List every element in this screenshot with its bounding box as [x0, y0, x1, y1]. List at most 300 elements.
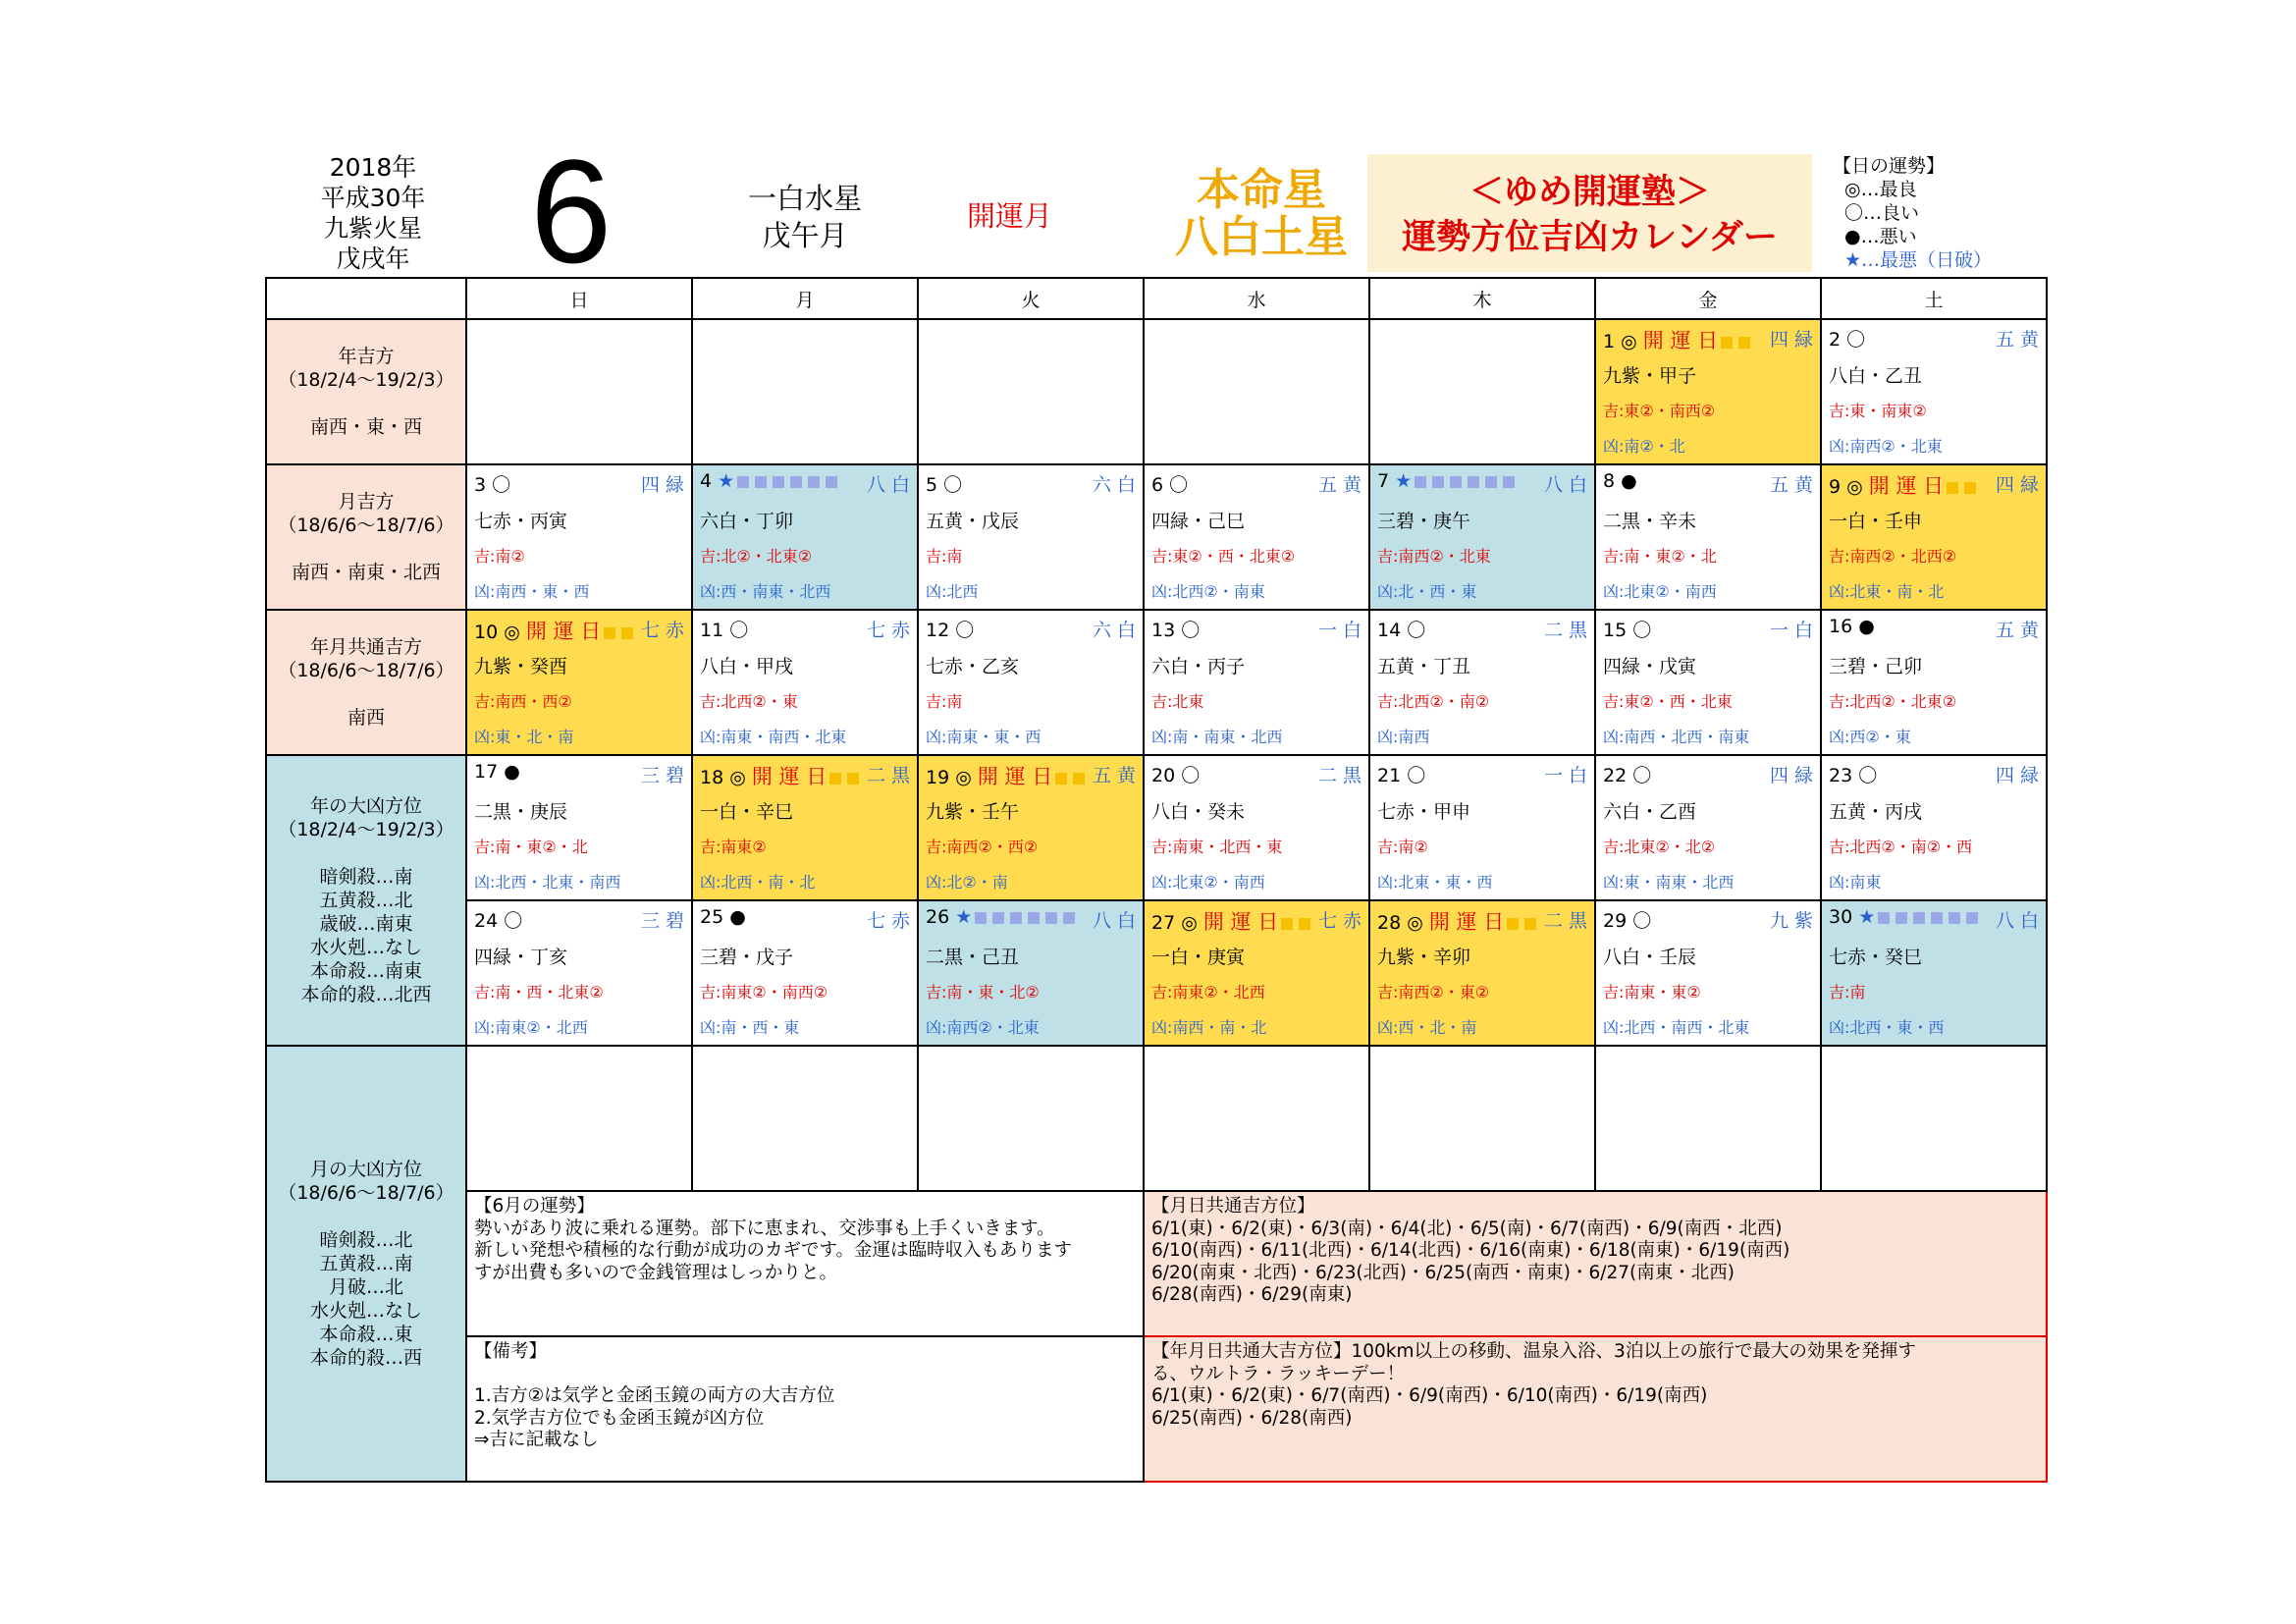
fortune-mark: ◎	[955, 767, 972, 788]
fortune-mark: 〇	[1632, 910, 1652, 932]
day-cell-content	[919, 611, 1143, 754]
day-cell-content	[1145, 465, 1368, 609]
fortune-mark: 〇	[504, 910, 523, 932]
day-kanshi: 三碧・戊子	[700, 947, 794, 968]
day-star: 四 緑	[640, 474, 684, 496]
unlucky-directions: 凶:西・南東・北西	[700, 582, 831, 601]
day-heading	[926, 470, 962, 497]
square-marker	[1524, 918, 1536, 930]
unlucky-directions: 凶:南②・北	[1603, 437, 1685, 456]
lucky-directions: 吉:南	[926, 692, 963, 711]
square-marker	[847, 773, 859, 785]
year-line: 九紫火星	[323, 214, 422, 243]
day-number: 19	[926, 767, 950, 788]
day-number: 18	[700, 767, 724, 788]
day-cell-content	[693, 1047, 917, 1190]
side-label-line: 五黄殺…北	[319, 890, 413, 911]
honmei-line: 本命星	[1197, 165, 1326, 215]
day-cell	[1821, 610, 2047, 755]
corner-cell	[266, 278, 466, 319]
day-cell-content	[1145, 1047, 1368, 1190]
lucky-directions: 吉:東②・西・北東②	[1151, 547, 1296, 566]
day-kanshi: 八白・甲戌	[700, 656, 794, 677]
empty-day-cell	[1595, 1046, 1821, 1191]
unlucky-directions: 凶:南・南東・北西	[1151, 728, 1283, 746]
empty-day-cell	[1821, 1046, 2047, 1191]
fortune-mark: 〇	[1846, 329, 1866, 351]
day-kanshi: 八白・乙丑	[1829, 365, 1923, 387]
day-kanshi: 七赤・癸巳	[1829, 947, 1923, 968]
day-cell-content	[1145, 611, 1368, 754]
fortune-mark: ◎	[729, 767, 746, 788]
day-kanshi: 六白・丙子	[1151, 656, 1246, 677]
day-number: 5	[926, 474, 938, 496]
day-cell-content	[1596, 1047, 1820, 1190]
day-number: 24	[474, 910, 499, 932]
unlucky-directions: 凶:北西・北東・南西	[474, 873, 621, 892]
day-star: 九 紫	[1769, 910, 1813, 932]
day-cell-content	[1822, 1047, 2046, 1190]
lucky-directions: 吉:北西②・東	[700, 692, 798, 711]
lucky-directions: 吉:東②・南西②	[1603, 402, 1716, 420]
square-marker	[1966, 912, 1978, 924]
monthday-lucky-directions	[1144, 1191, 2047, 1336]
day-kanshi: 七赤・乙亥	[926, 656, 1020, 677]
lucky-directions: 吉:北②・北東②	[700, 547, 813, 566]
day-heading	[1603, 761, 1651, 787]
unlucky-directions: 凶:南西・南・北	[1151, 1018, 1267, 1037]
fortune-mark: ●	[729, 906, 746, 928]
square-marker	[1507, 918, 1519, 930]
day-heading	[1151, 616, 1200, 642]
fortune-mark: 〇	[1181, 765, 1201, 786]
day-heading	[926, 616, 974, 642]
day-star: 八 白	[1543, 474, 1587, 496]
day-cell-content	[467, 756, 691, 899]
square-marker	[1931, 912, 1943, 924]
side-label-line: 月吉方	[338, 491, 395, 513]
day-star: 三 碧	[640, 765, 684, 786]
lucky-directions: 吉:北東②・北②	[1603, 838, 1716, 856]
day-star: 八 白	[1995, 910, 2039, 932]
day-star: 五 黄	[1995, 329, 2039, 351]
unlucky-directions: 凶:北東②・南西	[1603, 582, 1717, 601]
day-heading	[1603, 906, 1651, 933]
day-heading	[1603, 470, 1637, 492]
empty-day-cell	[692, 319, 918, 464]
fortune-mark: 〇	[1407, 620, 1426, 641]
side-label-line	[267, 841, 465, 865]
side-label-line: 水火剋…なし	[309, 1300, 422, 1322]
day-number: 7	[1377, 470, 1390, 492]
day-kanshi: 九紫・癸酉	[474, 656, 568, 677]
monthday-line: 6/20(南東・北西)・6/23(北西)・6/25(南西・南東)・6/27(南東・北西)	[1151, 1262, 1735, 1283]
square-marker	[1964, 482, 1976, 494]
day-cell-content	[1822, 320, 2046, 463]
square-marker	[737, 476, 749, 488]
day-heading	[926, 761, 1088, 790]
lucky-directions: 吉:南	[926, 547, 963, 566]
day-heading	[700, 470, 840, 492]
unlucky-directions: 凶:東・北・南	[474, 728, 574, 746]
day-cell	[466, 755, 692, 900]
lucky-directions: 吉:南	[1829, 983, 1866, 1001]
day-heading	[700, 906, 746, 928]
day-cell-content	[467, 465, 691, 609]
remarks-title: 【備考】	[474, 1341, 548, 1362]
day-heading	[1377, 761, 1425, 787]
day-number: 21	[1377, 765, 1402, 786]
day-number: 13	[1151, 620, 1176, 641]
day-kanshi: 四緑・己巳	[1151, 511, 1246, 532]
day-kanshi: 五黄・丙戌	[1829, 801, 1923, 823]
day-cell	[1595, 319, 1821, 464]
honmei-line: 八白土星	[1175, 212, 1348, 262]
unlucky-directions: 凶:北・西・東	[1377, 582, 1477, 601]
year-line: 戊戌年	[336, 244, 410, 273]
day-cell	[918, 610, 1144, 755]
day-heading	[1377, 906, 1539, 936]
monthday-line: 6/1(東)・6/2(東)・6/3(南)・6/4(北)・6/5(南)・6/7(南西)・6/9(南西・北西)	[1151, 1218, 1783, 1239]
day-cell-content	[1370, 320, 1594, 463]
fortune-mark: ★	[718, 470, 735, 492]
day-kanshi: 一白・壬申	[1829, 511, 1923, 532]
unlucky-directions: 凶:南西・北西・南東	[1603, 728, 1750, 746]
fortune-mark: ◎	[1846, 476, 1863, 498]
side-label-line: 本命殺…東	[319, 1324, 413, 1345]
monthday-line: 6/10(南西)・6/11(北西)・6/14(北西)・6/16(南東)・6/18(南東)・6/19(南西)	[1151, 1240, 1790, 1261]
square-marker	[1010, 912, 1022, 924]
lucky-directions: 吉:北西②・南②・西	[1829, 838, 1973, 856]
day-number: 29	[1603, 910, 1628, 932]
day-cell	[692, 464, 918, 610]
square-marker	[1896, 912, 1907, 924]
title-line: ＜ゆめ開運塾＞	[1468, 173, 1710, 212]
square-marker	[1721, 337, 1733, 349]
day-number: 30	[1829, 906, 1853, 928]
kaiun-day-label: 開 運 日	[751, 765, 828, 788]
lucky-directions: 吉:南・東②・北	[474, 838, 588, 856]
day-heading	[1829, 325, 1865, 352]
day-cell	[1821, 755, 2047, 900]
square-marker	[808, 476, 820, 488]
kaiun-day-label: 開 運 日	[525, 620, 602, 643]
day-kanshi: 一白・辛巳	[700, 801, 794, 823]
empty-day-cell	[918, 1046, 1144, 1191]
day-cell	[466, 610, 692, 755]
square-marker	[975, 912, 987, 924]
legend-item: ★…最悪（日破）	[1844, 249, 1993, 271]
day-heading	[474, 616, 636, 645]
weekday-header: 金	[1595, 278, 1821, 319]
calendar-grid	[265, 277, 2048, 1483]
unlucky-directions: 凶:北西・南・北	[700, 873, 816, 892]
day-kanshi: 八白・壬辰	[1603, 947, 1697, 968]
square-marker	[1055, 773, 1067, 785]
kaiun-day-label: 開 運 日	[1428, 910, 1505, 934]
day-number: 23	[1829, 765, 1853, 786]
day-cell	[1595, 755, 1821, 900]
unlucky-directions: 凶:南東・南西・北東	[700, 728, 847, 746]
day-number: 4	[700, 470, 713, 492]
square-marker	[755, 476, 767, 488]
day-cell	[1821, 319, 2047, 464]
day-number: 3	[474, 474, 487, 496]
side-label-line: （18/2/4～19/2/3）	[278, 819, 454, 840]
day-heading	[474, 470, 510, 497]
lucky-directions: 吉:北西②・南②	[1377, 692, 1490, 711]
legend-item: ◎…最良	[1844, 179, 1917, 200]
lucky-directions: 吉:南東②	[700, 838, 767, 856]
day-number: 10	[474, 622, 499, 643]
day-kanshi: 五黄・丁丑	[1377, 656, 1471, 677]
day-number: 8	[1603, 470, 1616, 492]
day-kanshi: 六白・丁卯	[700, 511, 794, 532]
day-cell-content	[693, 611, 917, 754]
day-cell	[1595, 610, 1821, 755]
day-number: 11	[700, 620, 724, 641]
kaiun-day-label: 開 運 日	[1868, 474, 1945, 498]
day-star: 四 緑	[1995, 474, 2039, 496]
day-cell	[1144, 900, 1369, 1046]
month-star	[731, 180, 879, 254]
day-kanshi: 二黒・己丑	[926, 947, 1020, 968]
lucky-directions: 吉:南西・西②	[474, 692, 572, 711]
lucky-directions: 吉:南東・東②	[1603, 983, 1701, 1001]
month-number: 6	[530, 129, 613, 294]
day-cell-content	[919, 465, 1143, 609]
square-marker	[826, 476, 837, 488]
day-cell-content	[1145, 901, 1368, 1045]
title-line: 運勢方位吉凶カレンダー	[1402, 218, 1778, 257]
great-line: 6/1(東)・6/2(東)・6/7(南西)・6/9(南西)・6/10(南西)・6/19(南西)	[1151, 1385, 1708, 1406]
day-number: 1	[1603, 331, 1616, 352]
day-cell-content	[1596, 901, 1820, 1045]
empty-day-cell	[1369, 319, 1595, 464]
square-marker	[829, 773, 841, 785]
day-heading	[1829, 761, 1877, 787]
day-cell	[692, 610, 918, 755]
side-label-line	[267, 537, 465, 561]
day-number: 22	[1603, 765, 1628, 786]
remarks-line	[474, 1364, 1136, 1386]
day-star: 一 白	[1543, 765, 1587, 786]
remarks-line: ⇒吉に記載なし	[474, 1430, 599, 1450]
day-kanshi: 九紫・辛卯	[1377, 947, 1471, 968]
unlucky-directions: 凶:北東②・南西	[1151, 873, 1265, 892]
lucky-directions: 吉:南東・北西・東	[1151, 838, 1283, 856]
empty-day-cell	[692, 1046, 918, 1191]
lucky-directions: 吉:南・東・北②	[926, 983, 1040, 1001]
weekday-header: 木	[1369, 278, 1595, 319]
day-cell	[918, 755, 1144, 900]
day-cell	[1369, 900, 1595, 1046]
side-label-line: 年の大凶方位	[309, 795, 422, 817]
square-marker	[1063, 912, 1075, 924]
day-kanshi: 一白・庚寅	[1151, 947, 1246, 968]
day-cell-content	[693, 320, 917, 463]
weekday-header: 月	[692, 278, 918, 319]
side-label-line: 南西・南東・北西	[291, 562, 441, 583]
square-marker	[1913, 912, 1925, 924]
unlucky-directions: 凶:南・西・東	[700, 1018, 800, 1037]
day-cell	[1821, 900, 2047, 1046]
day-star: 四 緑	[1769, 765, 1813, 786]
side-label-line: 南西	[347, 707, 385, 729]
day-star: 五 黄	[1317, 474, 1362, 496]
square-marker	[1028, 912, 1040, 924]
day-star: 二 黒	[1543, 620, 1587, 641]
day-cell-content	[1596, 320, 1820, 463]
day-number: 28	[1377, 912, 1402, 934]
monthday-title: 【月日共通吉方位】	[1151, 1196, 1315, 1217]
fortune-mark: 〇	[729, 620, 749, 641]
square-marker	[1299, 918, 1310, 930]
empty-day-cell	[918, 319, 1144, 464]
great-line: 6/25(南西)・6/28(南西)	[1151, 1407, 1353, 1429]
day-star: 七 赤	[640, 620, 684, 641]
square-marker	[621, 627, 633, 639]
unlucky-directions: 凶:西・北・南	[1377, 1018, 1477, 1037]
day-cell-content	[1370, 465, 1594, 609]
day-cell-content	[919, 901, 1143, 1045]
day-cell-content	[1596, 611, 1820, 754]
day-kanshi: 三碧・己卯	[1829, 656, 1923, 677]
unlucky-directions: 凶:北西・東・西	[1829, 1018, 1945, 1037]
kaiun-day-label: 開 運 日	[977, 765, 1053, 788]
day-number: 27	[1151, 912, 1176, 934]
kaiun-month-label: 開運月	[967, 199, 1053, 233]
day-cell	[466, 464, 692, 610]
empty-day-cell	[1144, 319, 1369, 464]
day-star: 七 赤	[866, 620, 910, 641]
side-label-line	[267, 392, 465, 415]
lucky-directions: 吉:南東②・南西②	[700, 983, 828, 1001]
lucky-directions: 吉:南②	[474, 547, 525, 566]
day-cell-content	[1596, 756, 1820, 899]
side-label-line: 水火剋…なし	[309, 937, 422, 958]
empty-day-cell	[1144, 1046, 1369, 1191]
square-marker	[1503, 476, 1515, 488]
side-label-line: 月破…北	[328, 1276, 403, 1298]
day-star: 五 黄	[1092, 765, 1136, 786]
weekday-header: 日	[466, 278, 692, 319]
day-cell-content	[919, 756, 1143, 899]
year-line: 平成30年	[320, 184, 426, 212]
day-number: 17	[474, 761, 499, 783]
side-label-line: 本命殺…南東	[309, 960, 422, 982]
lucky-directions: 吉:東・南東②	[1829, 402, 1927, 420]
day-heading	[1603, 325, 1753, 354]
day-star: 四 緑	[1769, 329, 1813, 351]
side-label-line	[267, 1205, 465, 1228]
square-marker	[1281, 918, 1293, 930]
day-cell	[1369, 464, 1595, 610]
day-cell	[1144, 755, 1369, 900]
day-number: 2	[1829, 329, 1842, 351]
unlucky-directions: 凶:南西②・北東	[926, 1018, 1040, 1037]
day-star: 八 白	[866, 474, 910, 496]
square-marker	[1045, 912, 1057, 924]
great-title: 【年月日共通大吉方位】100km以上の移動、温泉入浴、3泊以上の旅行で最大の効果を発揮す	[1151, 1341, 1916, 1362]
day-star: 二 黒	[1317, 765, 1362, 786]
day-kanshi: 七赤・甲申	[1377, 801, 1471, 823]
side-label-line: （18/6/6～18/7/6）	[278, 514, 454, 536]
fortune-title: 【6月の運勢】	[474, 1196, 595, 1217]
day-heading	[474, 761, 520, 783]
day-kanshi: 六白・乙酉	[1603, 801, 1697, 823]
side-label-line: 南西・東・西	[309, 416, 422, 438]
side-label-line: 年吉方	[338, 346, 395, 367]
side-label-line: 本命的殺…北西	[300, 984, 432, 1005]
lucky-directions: 吉:北東	[1151, 692, 1204, 711]
lucky-directions: 吉:南東②・北西	[1151, 983, 1265, 1001]
side-label-line: 暗剣殺…南	[319, 866, 413, 888]
fortune-mark: ★	[1858, 906, 1876, 928]
square-marker	[1432, 476, 1444, 488]
day-star: 一 白	[1317, 620, 1362, 641]
fortune-mark: 〇	[492, 474, 511, 496]
day-heading	[1603, 616, 1651, 642]
lucky-directions: 吉:東②・西・北東	[1603, 692, 1733, 711]
day-star: 八 白	[1092, 910, 1136, 932]
day-heading	[926, 906, 1078, 928]
side-label-line: 歳破…南東	[319, 913, 413, 935]
day-cell-content	[693, 756, 917, 899]
side-label-line: 月の大凶方位	[309, 1159, 422, 1180]
lucky-directions: 吉:南②	[1377, 838, 1428, 856]
fortune-line: 新しい発想や積極的な行動が成功のカギです。金運は臨時収入もあります	[474, 1240, 1073, 1261]
remarks-line: 1.吉方②は気学と金函玉鏡の両方の大吉方位	[474, 1385, 835, 1406]
fortune-mark: ◎	[504, 622, 520, 643]
fortune-mark: 〇	[1632, 765, 1652, 786]
unlucky-directions: 凶:南東②・北西	[474, 1018, 588, 1037]
day-heading	[700, 761, 862, 790]
day-star: 五 黄	[1995, 620, 2039, 641]
day-cell-content	[1822, 901, 2046, 1045]
day-cell	[1144, 610, 1369, 755]
day-cell	[692, 755, 918, 900]
unlucky-directions: 凶:東・南東・北西	[1603, 873, 1735, 892]
side-label	[266, 464, 466, 610]
weekday-header: 火	[918, 278, 1144, 319]
fortune-mark: 〇	[1858, 765, 1878, 786]
day-cell	[1595, 464, 1821, 610]
day-heading	[474, 906, 522, 933]
unlucky-directions: 凶:南西・東・西	[474, 582, 590, 601]
weekday-header: 水	[1144, 278, 1369, 319]
day-cell-content	[1596, 465, 1820, 609]
day-number: 6	[1151, 474, 1164, 496]
fortune-mark: ◎	[1407, 912, 1423, 934]
unlucky-directions: 凶:南東	[1829, 873, 1882, 892]
side-label-line	[267, 682, 465, 706]
day-cell	[1595, 900, 1821, 1046]
legend-item: ●…悪い	[1844, 226, 1917, 247]
day-cell-content	[1145, 756, 1368, 899]
day-heading	[1151, 906, 1313, 936]
day-number: 9	[1829, 476, 1842, 498]
day-cell-content	[1370, 901, 1594, 1045]
day-star: 五 黄	[1769, 474, 1813, 496]
fortune-mark: ●	[1621, 470, 1637, 492]
day-cell	[1144, 464, 1369, 610]
side-label	[266, 1046, 466, 1482]
unlucky-directions: 凶:南東・東・西	[926, 728, 1041, 746]
side-label-line: 本命的殺…西	[309, 1347, 422, 1369]
square-marker	[604, 627, 615, 639]
day-cell	[918, 464, 1144, 610]
